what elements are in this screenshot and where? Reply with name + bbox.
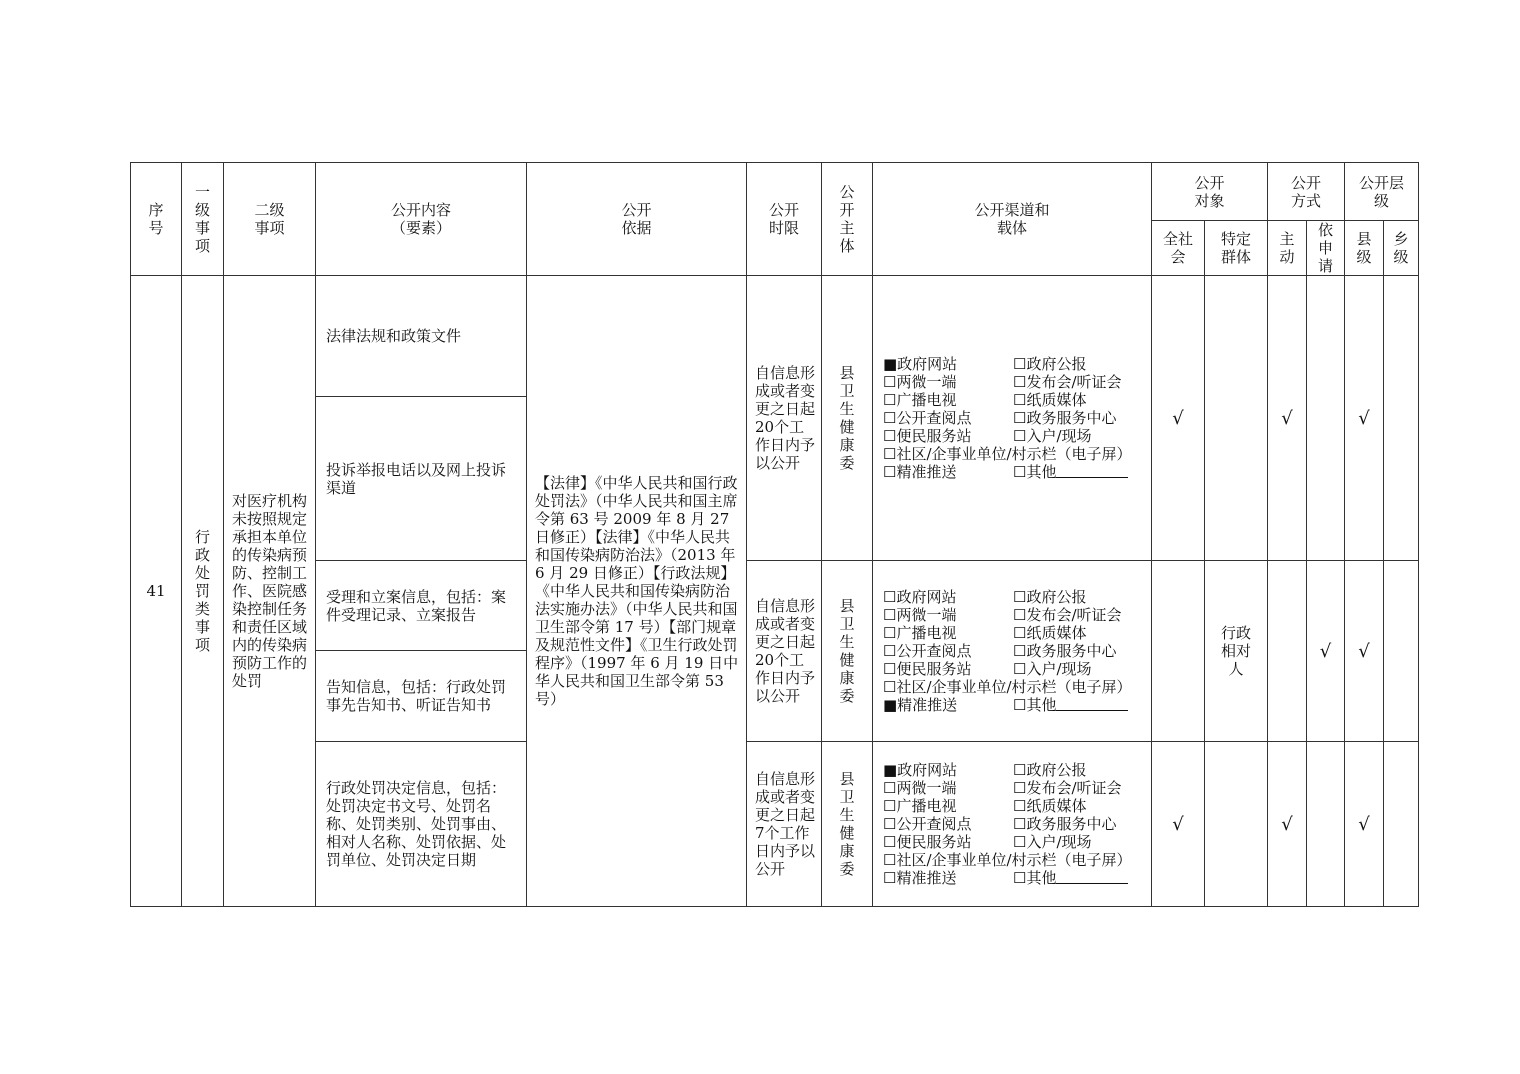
header-method-request: 依申请 xyxy=(1307,221,1345,276)
check-request xyxy=(1307,742,1345,907)
header-method-active: 主动 xyxy=(1268,221,1307,276)
header-time-limit: 公开时限 xyxy=(747,163,822,276)
check-county: √ xyxy=(1345,276,1384,561)
channel-list: ■政府网站 ☐政府公报 ☐两微一端 ☐发布会/听证会 ☐广播电视 ☐纸质媒体 ☐公开查阅点 ☐政务服务中心 ☐便民服务站 ☐入户/现场 ☐社区/企事业单位/村示栏（电子屏） ☐精准推送 ☐其他 xyxy=(873,742,1152,907)
check-active: √ xyxy=(1268,742,1307,907)
time-limit: 自信息形成或者变更之日起20个工作日内予以公开 xyxy=(747,561,822,742)
check-active: √ xyxy=(1268,276,1307,561)
check-town xyxy=(1384,742,1419,907)
row-basis: 【法律】《中华人民共和国行政处罚法》（中华人民共和国主席令第 63 号 2009 年 8 月 27 日修正）【法律】《中华人民共和国传染病防治法》（2013 年 6 月 29 日修正）【行政法规】《中华人民共和国传染病防治法实施办法》（中华人民共和国卫生部令第 17 号）【部门规章及规范性文件】《卫生行政处罚程序》（1997 年 6 月 19 日中华人民共和国卫生部令第 53 号） xyxy=(527,276,747,907)
check-request xyxy=(1307,276,1345,561)
header-level1: 一级事项 xyxy=(182,163,224,276)
header-method: 公开方式 xyxy=(1268,163,1345,221)
row-seq: 41 xyxy=(131,276,182,907)
header-seq: 序号 xyxy=(131,163,182,276)
row-level1: 行政处罚类事项 xyxy=(182,276,224,907)
header-level2: 二级事项 xyxy=(224,163,316,276)
header-target-all: 全社会 xyxy=(1152,221,1205,276)
subject: 县卫生健康委 xyxy=(822,742,873,907)
header-level: 公开层级 xyxy=(1345,163,1419,221)
header-level-town: 乡级 xyxy=(1384,221,1419,276)
check-county: √ xyxy=(1345,742,1384,907)
content-item: 受理和立案信息，包括：案件受理记录、立案报告 xyxy=(316,561,527,651)
header-subject: 公开主体 xyxy=(822,163,873,276)
row-level2: 对医疗机构未按照规定承担本单位的传染病预防、控制工作、医院感染控制任务和责任区域内的传染病预防工作的处罚 xyxy=(224,276,316,907)
header-target-specific: 特定群体 xyxy=(1205,221,1268,276)
check-request: √ xyxy=(1307,561,1345,742)
header-target: 公开对象 xyxy=(1152,163,1268,221)
check-specific xyxy=(1205,276,1268,561)
check-specific: 行政相对人 xyxy=(1205,561,1268,742)
check-active xyxy=(1268,561,1307,742)
check-all: √ xyxy=(1152,276,1205,561)
header-content: 公开内容（要素） xyxy=(316,163,527,276)
channel-list: ■政府网站 ☐政府公报 ☐两微一端 ☐发布会/听证会 ☐广播电视 ☐纸质媒体 ☐公开查阅点 ☐政务服务中心 ☐便民服务站 ☐入户/现场 ☐社区/企事业单位/村示栏（电子屏） ☐精准推送 ☐其他 xyxy=(873,276,1152,561)
check-town xyxy=(1384,561,1419,742)
subject: 县卫生健康委 xyxy=(822,276,873,561)
content-item: 行政处罚决定信息，包括：处罚决定书文号、处罚名称、处罚类别、处罚事由、相对人名称、处罚依据、处罚单位、处罚决定日期 xyxy=(316,742,527,907)
content-item: 法律法规和政策文件 xyxy=(316,276,527,397)
time-limit: 自信息形成或者变更之日起7个工作日内予以公开 xyxy=(747,742,822,907)
header-channel: 公开渠道和载体 xyxy=(873,163,1152,276)
check-town xyxy=(1384,276,1419,561)
disclosure-table xyxy=(130,162,1419,907)
header-basis: 公开依据 xyxy=(527,163,747,276)
check-all: √ xyxy=(1152,742,1205,907)
check-county: √ xyxy=(1345,561,1384,742)
content-item: 投诉举报电话以及网上投诉渠道 xyxy=(316,397,527,561)
content-item: 告知信息，包括：行政处罚事先告知书、听证告知书 xyxy=(316,651,527,742)
subject: 县卫生健康委 xyxy=(822,561,873,742)
check-specific xyxy=(1205,742,1268,907)
header-level-county: 县级 xyxy=(1345,221,1384,276)
channel-list: ☐政府网站 ☐政府公报 ☐两微一端 ☐发布会/听证会 ☐广播电视 ☐纸质媒体 ☐公开查阅点 ☐政务服务中心 ☐便民服务站 ☐入户/现场 ☐社区/企事业单位/村示栏（电子屏） ■精准推送 ☐其他 xyxy=(873,561,1152,742)
check-all xyxy=(1152,561,1205,742)
time-limit: 自信息形成或者变更之日起20个工作日内予以公开 xyxy=(747,276,822,561)
